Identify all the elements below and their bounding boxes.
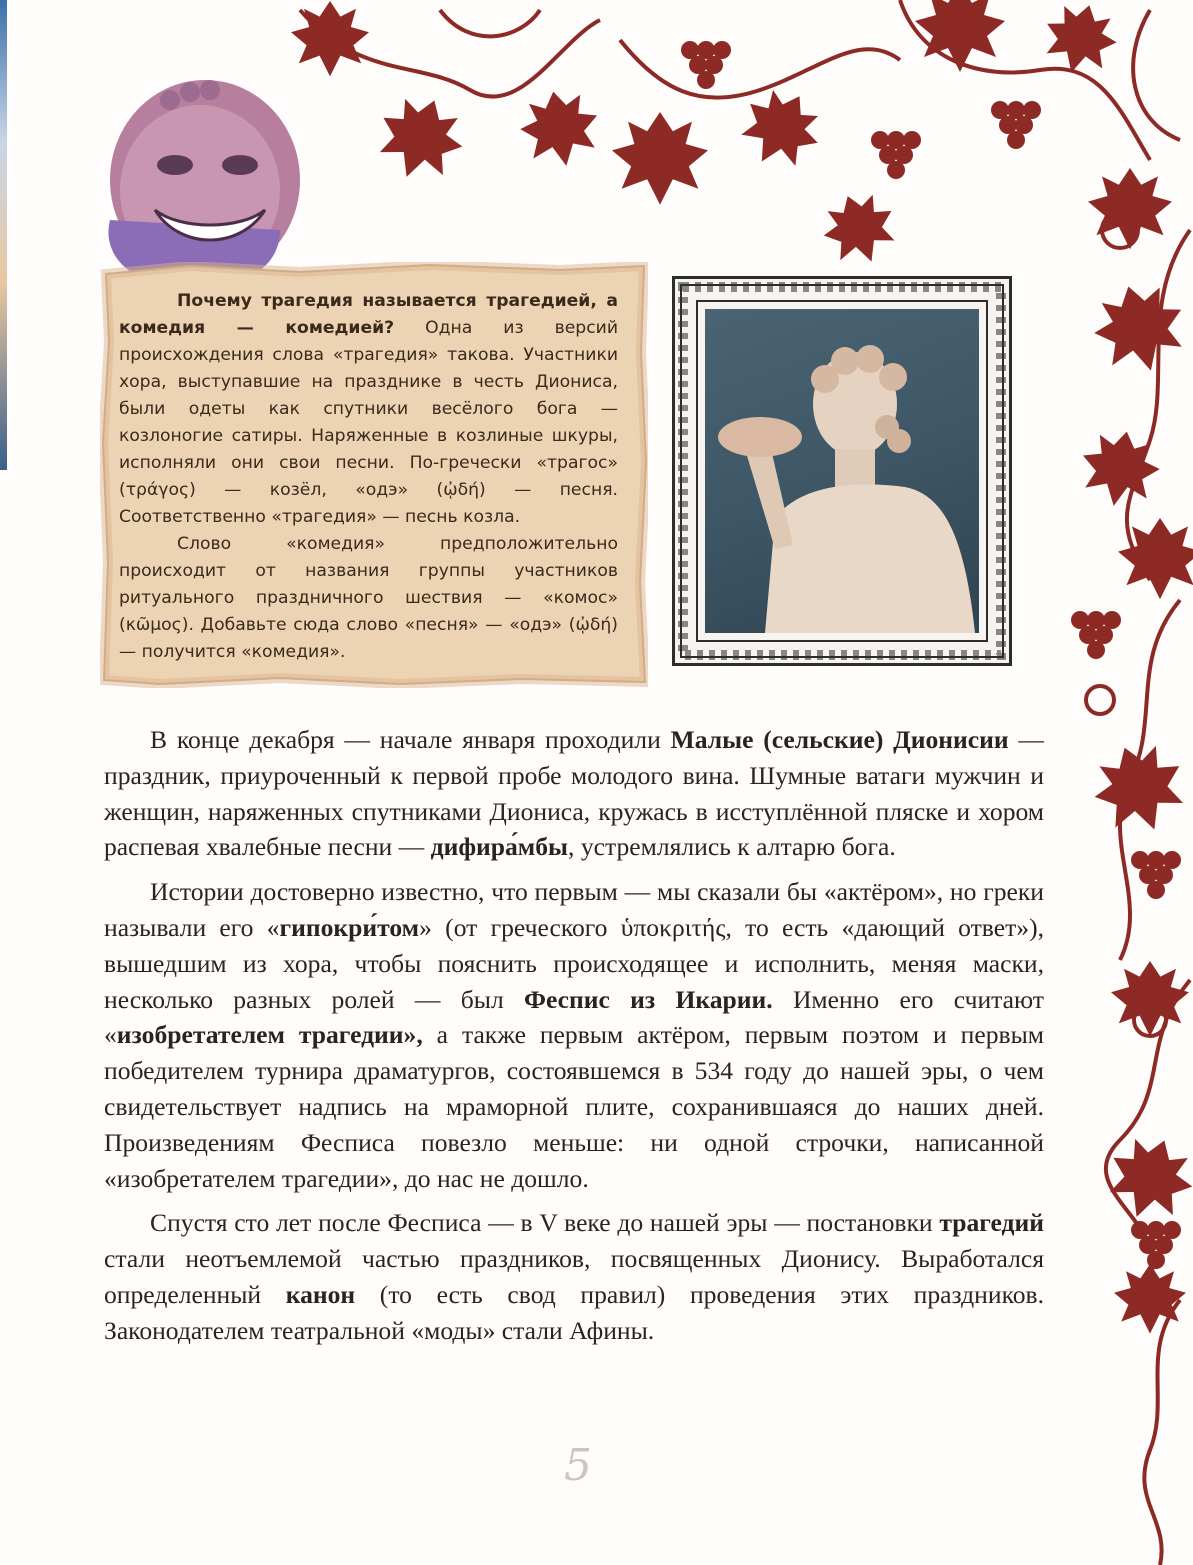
note-paragraph-2: Слово «комедия» предположительно происходит от названия группы участников ритуального праздничного шествия — «комос» (κῶμος). Добавьте сюда слово «песня» — «одэ» (ᾠδή) — получится «комедия». — [119, 534, 618, 662]
parchment-note — [100, 262, 648, 688]
dionysus-statue-photo — [705, 309, 979, 633]
page-number: 5 — [564, 1440, 592, 1491]
main-text — [104, 722, 1044, 1358]
statue-frame — [672, 276, 1012, 666]
body-paragraph-1: В конце декабря — начале января проходили Малые (сельские) Дионисии — праздник, приуроченный к первой пробе молодого вина. Шумные ватаги мужчин и женщин, наряженных спутниками Диониса, кружась в исступлённой пляске и хором распевая хвалебные песни — дифира́мбы, устремлялись к алтарю бога. — [104, 725, 1044, 862]
note-question: Почему трагедия называется трагедией, а комедия — комедией? — [119, 291, 618, 338]
body-paragraph-2: Истории достоверно известно, что первым — мы сказали бы «актёром», но греки называли его «гипокри́том» (от греческого ὑποκριτής, то есть «дающий ответ»), вышедшим из хора, чтобы пояснить происходящее и исполнить, меняя маски, несколько разных ролей — был Феспис из Икарии. Именно его считают «изобретателем трагедии», а также первым актёром, первым поэтом и первым победителем турнира драматургов, состоявшемся в 534 году до нашей эры, о чем свидетельствует надпись на мраморной плите, сохранившаяся до наших дней. Произведениям Фесписа повезло меньше: ни одной строчки, написанной «изобретателем трагедии», до нас не дошло. — [104, 877, 1044, 1193]
note-paragraph-1: Почему трагедия называется трагедией, а комедия — комедией? Одна из версий происхождения слова «трагедия» такова. Участники хора, выступавшие на празднике в честь Диониса, были одеты как спутники весёлого бога — козлоногие сатиры. Наряженные в козлиные шкуры, исполняли они свои песни. По-гречески «трагос» (τράγος) — козёл, «одэ» (ᾠδή) — песня. Соответственно «трагедия» — песнь козла. — [119, 291, 618, 527]
note-text — [119, 288, 618, 666]
body-paragraph-3: Спустя сто лет после Фесписа — в V веке до нашей эры — постановки трагедий стали неотъемлемой частью праздников, посвященных Дионису. Выработался определенный канон (то есть свод правил) проведения этих праздников. Законодателем театральной «моды» стали Афины. — [104, 1208, 1044, 1345]
